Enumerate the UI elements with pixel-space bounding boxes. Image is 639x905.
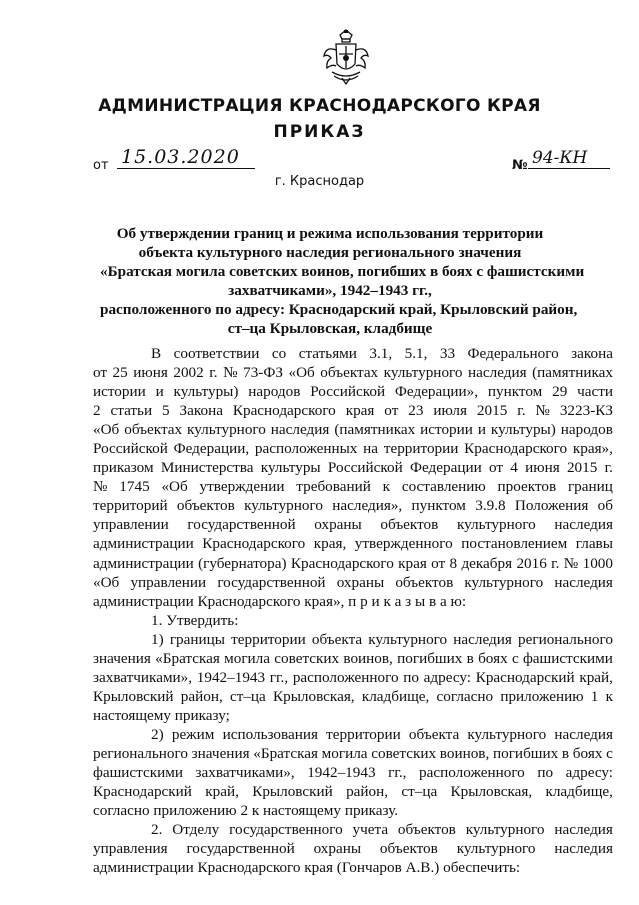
body-line: администрации Краснодарского края», п р и к а з ы в а ю: (93, 592, 467, 610)
body-line: 1. Утвердить: (151, 611, 239, 629)
body-line: истории и культуры) народов Российской Федерации», пунктом 29 части (93, 383, 613, 401)
subject-line: расположенного по адресу: Краснодарский край, Крыловский район, (100, 301, 578, 318)
body-line: администрации Краснодарского края, утвержденного постановлением главы (93, 535, 613, 553)
order-subject (100, 224, 585, 338)
subject-line: объекта культурного наследия регионального значения (138, 244, 522, 261)
body-line: 1) границы территории объекта культурного наследия регионального (151, 630, 613, 648)
body-line: от 25 июня 2002 г. № 73-ФЗ «Об объектах культурного наследия (памятниках (93, 364, 613, 382)
body-line: Российской Федерации, расположенных на территории Краснодарского края», (93, 440, 613, 458)
body-line: захватчиками», 1942–1943 гг., расположенного по адресу: Краснодарский край, (93, 668, 613, 686)
body-line: 2) режим использования территории объекта культурного наследия (151, 725, 613, 743)
subject-line: ст–ца Крыловская, кладбище (227, 320, 433, 337)
body-line: управлении государственной охраны объектов культурного наследия (93, 516, 613, 534)
body-line: администрации Краснодарского края (Гончаров А.В.) обеспечить: (93, 859, 521, 877)
body-line: территорий объектов культурного наследия», пунктом 3.9.8 Положения об (93, 497, 613, 515)
order-body (93, 344, 613, 877)
body-line: 2. Отделу государственного учета объектов культурного наследия (151, 821, 613, 839)
city-line: г. Краснодар (274, 174, 365, 189)
organization-title: АДМИНИСТРАЦИЯ КРАСНОДАРСКОГО КРАЯ (98, 96, 541, 116)
body-line: № 1745 «Об утверждении требований к составлению проектов границ (93, 478, 613, 496)
body-line: приказом Министерства культуры Российской Федерации от 4 июня 2015 г. (93, 459, 613, 477)
body-line: «Об управлении государственной охраны объектов культурного наследия (93, 573, 613, 591)
coat-of-arms-icon (322, 28, 370, 86)
body-line: 2 статьи 5 Закона Краснодарского края от 23 июля 2015 г. № 3223-КЗ (93, 402, 613, 420)
document-type: ПРИКАЗ (273, 122, 366, 142)
subject-line: «Братская могила советских воинов, погибших в боях с фашистскими (100, 263, 585, 280)
number-prefix: № (512, 158, 528, 173)
body-line: Крыловский район, ст–ца Крыловская, кладбище, согласно приложению 1 к (93, 687, 613, 705)
body-line: фашистскими захватчиками», 1942–1943 гг., расположенного по адресу: (93, 764, 613, 782)
body-line: управления государственной охраны объектов культурного наследия (93, 840, 613, 858)
body-line: регионального значения «Братская могила советских воинов, погибших в боях с (93, 744, 613, 762)
body-line: настоящему приказу; (93, 706, 230, 724)
body-line: администрации (губернатора) Краснодарского края от 8 декабря 2016 г. № 1000 (93, 554, 613, 572)
body-line: В соответствии со статьями 3.1, 5.1, 33 Федерального закона (151, 345, 613, 362)
handwritten-number: 94-КН (528, 148, 610, 169)
body-line: согласно приложению 2 к настоящему приказу. (93, 802, 399, 820)
subject-line: Об утверждении границ и режима использования территории (116, 225, 544, 242)
handwritten-date: 15.03.2020 (117, 146, 255, 169)
date-prefix: от (93, 158, 109, 173)
body-line: значения «Братская могила советских воинов, погибших в боях с фашистскими (93, 649, 613, 667)
body-line: Краснодарский край, Крыловский район, ст–ца Крыловская, кладбище, (93, 783, 613, 801)
body-line: «Об объектах культурного наследия (памятниках истории и культуры) народов (93, 421, 613, 439)
subject-line: захватчиками», 1942–1943 гг., (228, 282, 432, 299)
